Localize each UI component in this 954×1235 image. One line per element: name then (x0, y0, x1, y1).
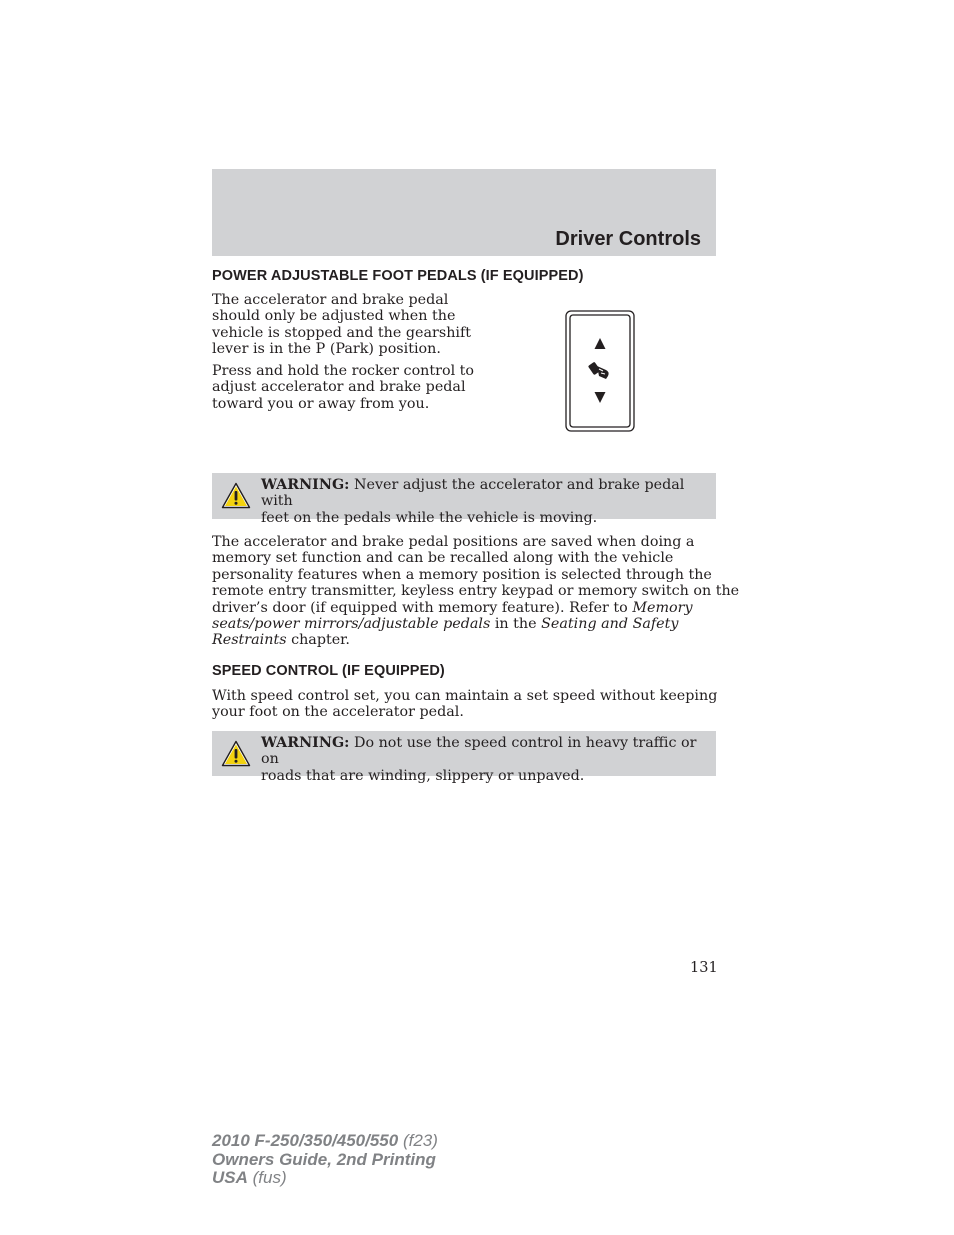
warning-box-foot-pedals (212, 473, 716, 526)
chapter-title: Driver Controls (555, 228, 701, 250)
warning-box-speed-control (212, 731, 716, 784)
memory-paragraph: The accelerator and brake pedal positions are saved when doing a memory set function and can be recalled along with the vehicle personality features when a memory position is selected through the remote entry transmitter, keyless entry keypad or memory switch on the driver’s door (if equipped with memory feature). Refer to Memory seats/power mirrors/adjustable pedals in the Seating and Safety Restraints chapter. (212, 534, 740, 649)
document-footer: 2010 F-250/350/450/550 (f23) Owners Guide, 2nd Printing USA (fus) (212, 1131, 438, 1187)
pedal-rocker-control-figure (565, 310, 635, 432)
foot-pedals-paragraph-2: Press and hold the rocker control to adjust accelerator and brake pedal toward you or away from you. (212, 363, 475, 412)
warning-triangle-icon (221, 482, 251, 509)
warning-text-speed-control: WARNING: Do not use the speed control in heavy traffic or on roads that are winding, slippery or unpaved. (261, 735, 697, 784)
speed-control-paragraph: With speed control set, you can maintain a set speed without keeping your foot on the accelerator pedal. (212, 688, 718, 721)
warning-triangle-icon (221, 740, 251, 767)
foot-pedals-paragraph-1: The accelerator and brake pedal should only be adjusted when the vehicle is stopped and the gearshift lever is in the P (Park) position. (212, 292, 472, 358)
chapter-header-band (212, 169, 716, 256)
section-heading-speed-control: SPEED CONTROL (IF EQUIPPED) (212, 663, 445, 679)
page-number: 131 (690, 960, 718, 976)
warning-text-foot-pedals: WARNING: Never adjust the accelerator and brake pedal with feet on the pedals while the vehicle is moving. (261, 477, 685, 526)
section-heading-foot-pedals: POWER ADJUSTABLE FOOT PEDALS (IF EQUIPPED) (212, 268, 584, 284)
